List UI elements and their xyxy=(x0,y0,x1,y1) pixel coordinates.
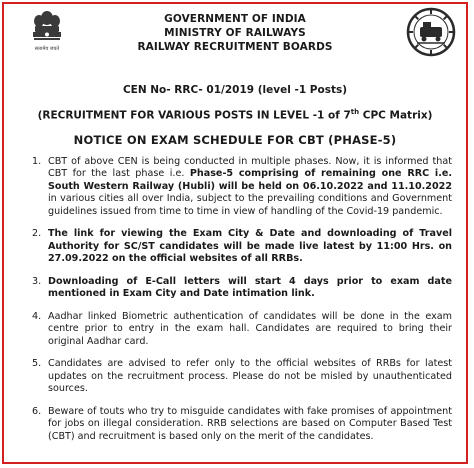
item-text: Beware of touts who try to misguide candidates with fake promises of appointment for jobs on illegal consideration. RRB selections are based on Computer Based Test (CBT) and recruitment is based only on the merit of the candidates. xyxy=(48,405,452,442)
list-item xyxy=(4,406,466,444)
document-header xyxy=(4,4,466,66)
item-text: Candidates are advised to refer only to the official websites of RRBs for latest updates on the recruitment process. Please do not be misled by unauthenticated sources. xyxy=(48,358,452,394)
item-number: 3. xyxy=(32,275,42,287)
list-item xyxy=(4,311,466,349)
list-item xyxy=(4,276,466,301)
notice-items xyxy=(4,156,466,444)
svg-text:सत्यमेव जयते: सत्यमेव जयते xyxy=(34,46,60,52)
item-number: 4. xyxy=(32,310,42,322)
header-line-2: MINISTRY OF RAILWAYS xyxy=(164,27,306,39)
list-item xyxy=(4,156,466,219)
item-number: 1. xyxy=(32,155,42,167)
cen-number: CEN No- RRC- 01/2019 (level -1 Posts) xyxy=(122,84,348,96)
item-text: The link for viewing the Exam City & Date and downloading of Travel Authority for SC/ST candidates will be made live latest by 11:00 Hrs. on 27.09.2022 on the official websites of all RRBs. xyxy=(48,228,452,264)
item-number: 5. xyxy=(32,358,42,369)
list-item xyxy=(4,358,466,396)
list-item xyxy=(4,228,466,266)
notice-document xyxy=(2,2,468,464)
item-text: Downloading of E-Call letters will start 4 days prior to exam date mentioned in Exam City and Date intimation link. xyxy=(48,275,452,299)
item-text: Aadhar linked Biometric authentication of candidates will be done in the exam centre prior to entry in the exam hall. Candidates are required to bring their original Aadhar card. xyxy=(48,310,452,347)
header-line-3: RAILWAY RECRUITMENT BOARDS xyxy=(137,41,333,53)
header-line-1: GOVERNMENT OF INDIA xyxy=(164,13,306,25)
recruitment-subtitle: (RECRUITMENT FOR VARIOUS POSTS IN LEVEL -1 of 7th CPC Matrix) xyxy=(37,108,433,122)
item-text: CBT of above CEN is being conducted in multiple phases. Now, it is informed that CBT for the last phase i.e. Phase-5 comprising of remaining one RRC i.e. South Western Railway (Hubli) will be held on 06.10.2022 and 11.10.2022 in various cities all over India, subject to the prevailing conditions and Government guidelines issued from time to time in view of handling of the Covid-19 pandemic. xyxy=(48,155,452,217)
item-number: 6. xyxy=(32,405,42,417)
indian-railways-logo-icon xyxy=(406,7,456,57)
header-title xyxy=(4,12,466,54)
notice-title: NOTICE ON EXAM SCHEDULE FOR CBT (PHASE-5) xyxy=(73,132,397,147)
item-number: 2. xyxy=(32,228,42,239)
